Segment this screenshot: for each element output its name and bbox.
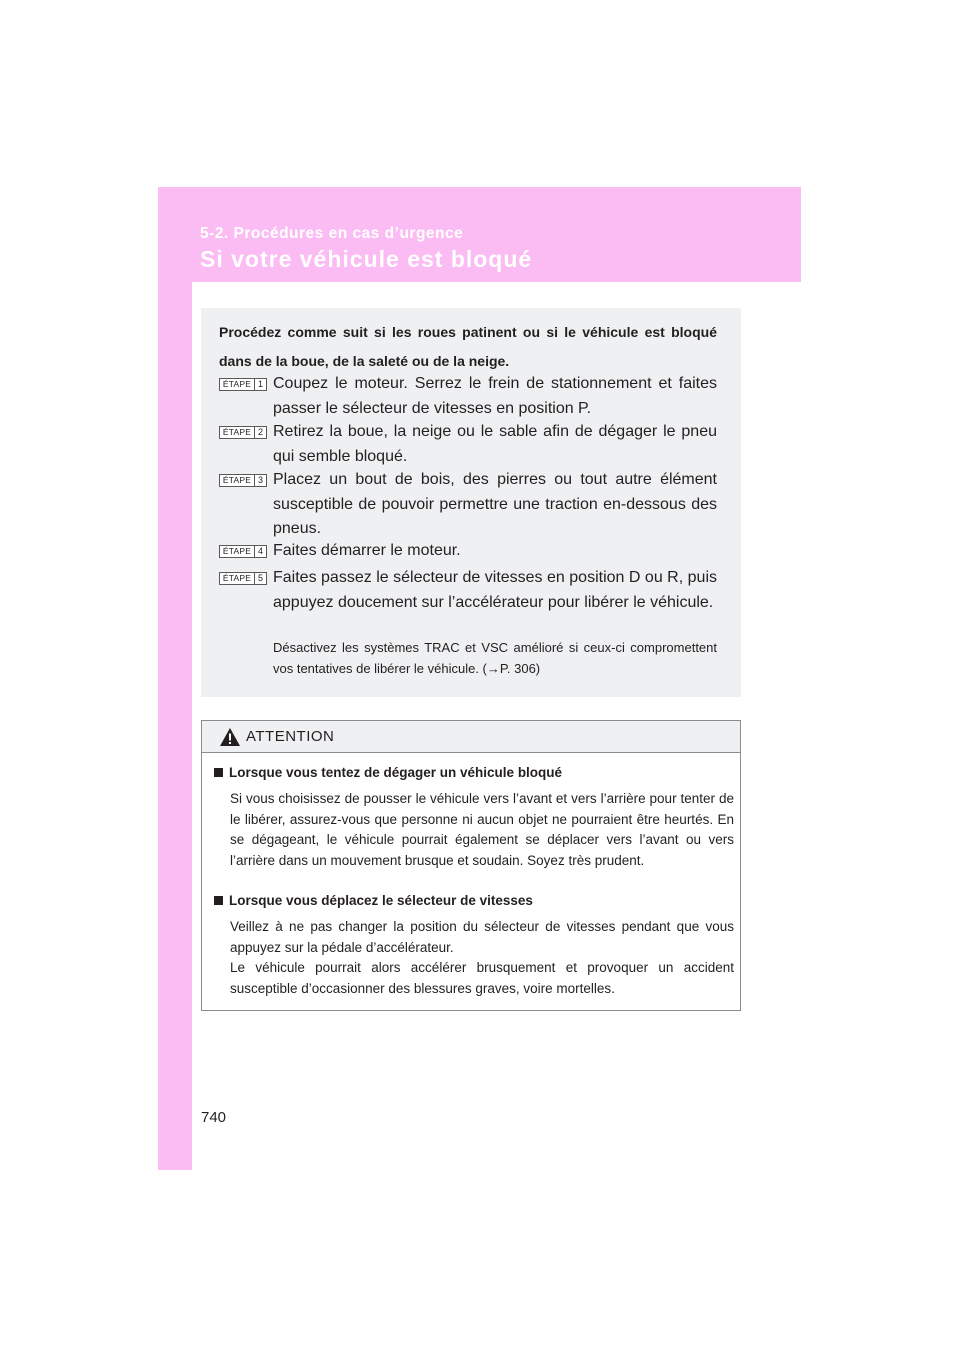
step-1: [219, 372, 717, 421]
step-3: [219, 468, 717, 542]
step-badge-word: ÉTAPE: [222, 573, 252, 583]
step-note: Désactivez les systèmes TRAC et VSC amélioré si ceux-ci compromettent vos tentatives de libérer le véhicule. (→P. 306): [273, 640, 717, 676]
warning-heading-1: [214, 765, 562, 780]
warning-header: [202, 721, 740, 753]
step-text: Faites passez le sélecteur de vitesses en position D ou R, puis appuyez doucement sur l’accélérateur pour libérer le véhicule.: [273, 569, 717, 611]
step-badge-word: ÉTAPE: [222, 427, 252, 437]
procedure-box: [201, 308, 741, 697]
step-2: [219, 420, 717, 469]
step-badge: [219, 545, 267, 558]
step-badge: [219, 572, 267, 585]
step-4: [219, 539, 717, 564]
warning-body-2: [230, 917, 734, 999]
page-title: Si votre véhicule est bloqué: [200, 246, 533, 272]
warning-heading-text: Lorsque vous tentez de dégager un véhicule bloqué: [229, 765, 563, 780]
warning-triangle-icon: [219, 727, 241, 747]
warning-heading-2: [214, 893, 533, 908]
warning-paragraph: Si vous choisissez de pousser le véhicule vers l’avant et vers l’arrière pour tenter de le libérer, assurez-vous que personne ni aucun objet ne pourraient être heurtés. En se dégageant, le véhicule pourrait également se déplacer vers l’avant ou vers l’arrière dans un mouvement brusque et soudain. Soyez très prudent.: [230, 791, 734, 868]
section-label: 5-2. Procédures en cas d’urgence: [200, 225, 464, 242]
step-badge-word: ÉTAPE: [222, 379, 252, 389]
procedure-intro: Procédez comme suit si les roues patinent ou si le véhicule est bloqué dans de la boue, de la saleté ou de la neige.: [219, 324, 717, 369]
step-text: Placez un bout de bois, des pierres ou tout autre élément susceptible de pouvoir permettre une traction en-dessous des pneus.: [273, 471, 717, 537]
warning-paragraph: Le véhicule pourrait alors accélérer brusquement et provoquer un accident susceptible d’occasionner des blessures graves, voire mortelles.: [230, 960, 734, 996]
step-text: Faites démarrer le moteur.: [273, 542, 461, 559]
step-badge-number: 4: [254, 546, 266, 557]
square-bullet-icon: [214, 896, 223, 905]
warning-paragraph: Veillez à ne pas changer la position du sélecteur de vitesses pendant que vous appuyez sur la pédale d’accélérateur.: [230, 919, 734, 955]
square-bullet-icon: [214, 768, 223, 777]
step-text: Retirez la boue, la neige ou le sable afin de dégager le pneu qui semble bloqué.: [273, 423, 717, 465]
warning-title: ATTENTION: [246, 728, 335, 745]
warning-box: [201, 720, 741, 1011]
step-badge-word: ÉTAPE: [222, 475, 252, 485]
step-text: Coupez le moteur. Serrez le frein de stationnement et faites passer le sélecteur de vitesses en position P.: [273, 375, 717, 417]
warning-heading-text: Lorsque vous déplacez le sélecteur de vitesses: [229, 893, 533, 908]
step-5: [219, 566, 717, 615]
page-header: [158, 187, 801, 282]
step-badge: [219, 426, 267, 439]
step-badge-number: 3: [254, 475, 266, 486]
step-badge-number: 1: [254, 379, 266, 390]
chapter-sidebar-tab: [158, 187, 192, 1170]
page-number: 740: [201, 1109, 227, 1126]
step-badge-word: ÉTAPE: [222, 546, 252, 556]
step-badge-number: 2: [254, 427, 266, 438]
warning-body-1: [230, 789, 734, 871]
step-badge: [219, 378, 267, 391]
step-badge: [219, 474, 267, 487]
step-badge-number: 5: [254, 573, 266, 584]
